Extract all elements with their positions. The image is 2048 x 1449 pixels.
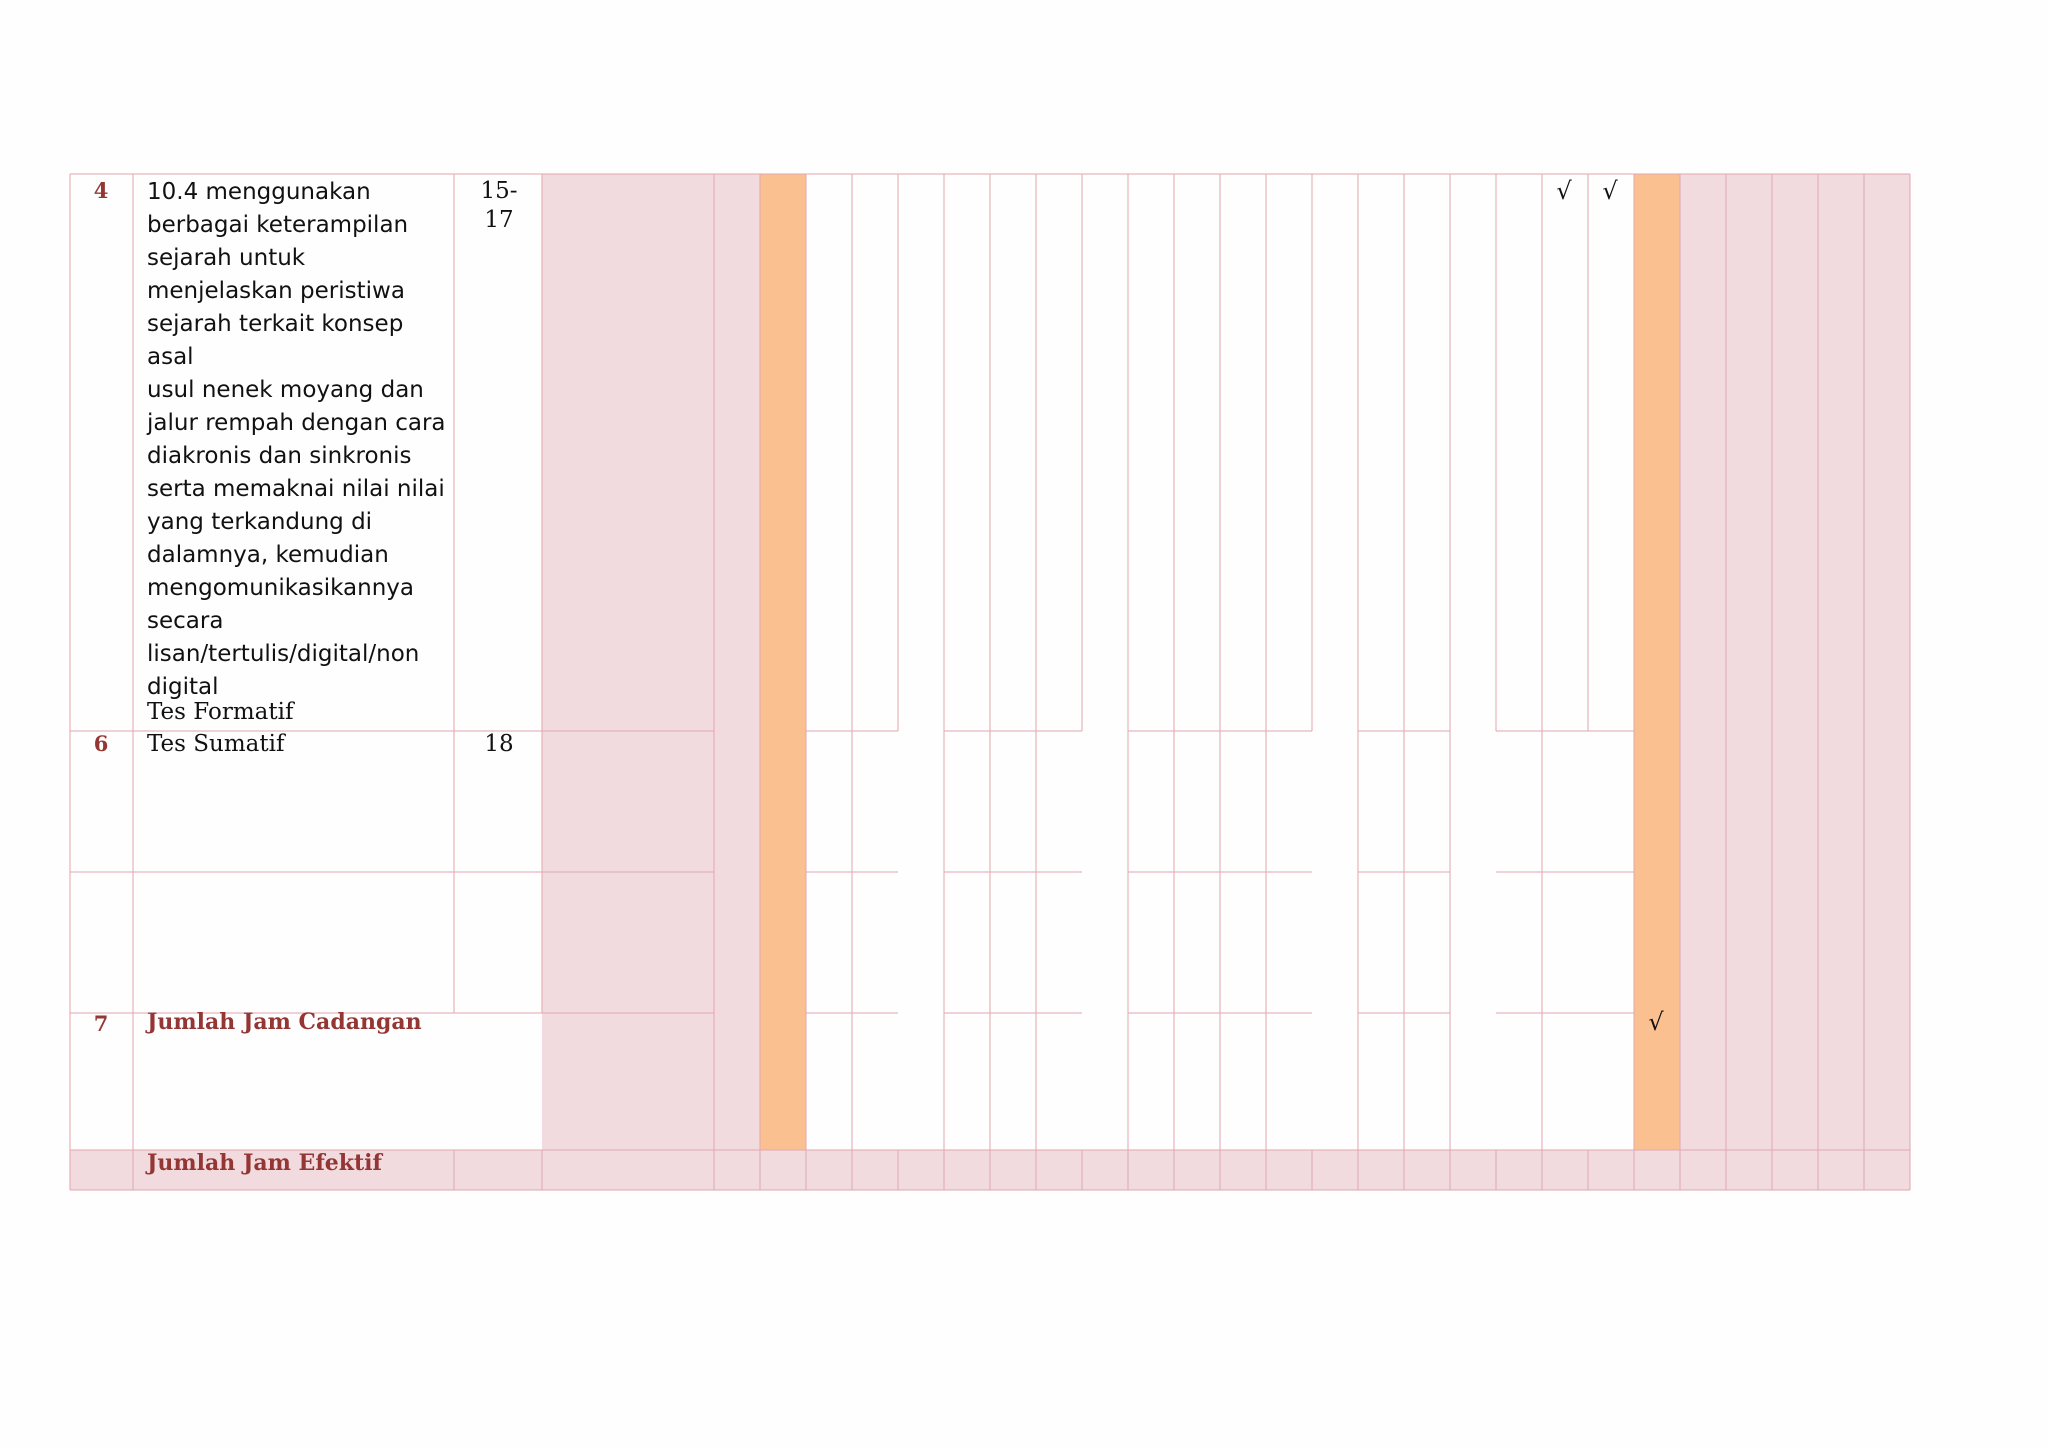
check-mark: √ [1602, 177, 1618, 205]
formative-test-label: Tes Formatif [147, 699, 294, 725]
highlight-column [760, 174, 806, 1150]
row-number: 6 [93, 731, 109, 756]
reserve-hours-label: Jumlah Jam Cadangan [147, 1009, 422, 1035]
row-number: 7 [93, 1011, 109, 1036]
check-mark: √ [1648, 1008, 1664, 1036]
shaded-column [1680, 174, 1910, 1150]
week-number: 18 [484, 731, 514, 757]
row-number: 4 [93, 178, 109, 203]
highlight-column [1634, 174, 1680, 1150]
effective-hours-label: Jumlah Jam Efektif [147, 1150, 383, 1176]
check-mark: √ [1556, 177, 1572, 205]
competency-text: 10.4 menggunakan berbagai keterampilan sejarah untuk menjelaskan peristiwa sejarah terkait konsep asal usul nenek moyang dan jalur rempah dengan cara diakronis dan sinkronis serta memaknai nilai nilai yang terkandung di dalamnya, kemudian mengomunikasikannya secara lisan/tertulis/digital/non digital [147, 179, 446, 700]
week-range: 15- 17 [480, 178, 518, 233]
shaded-column [542, 174, 760, 1150]
summative-test-label: Tes Sumatif [147, 731, 285, 757]
